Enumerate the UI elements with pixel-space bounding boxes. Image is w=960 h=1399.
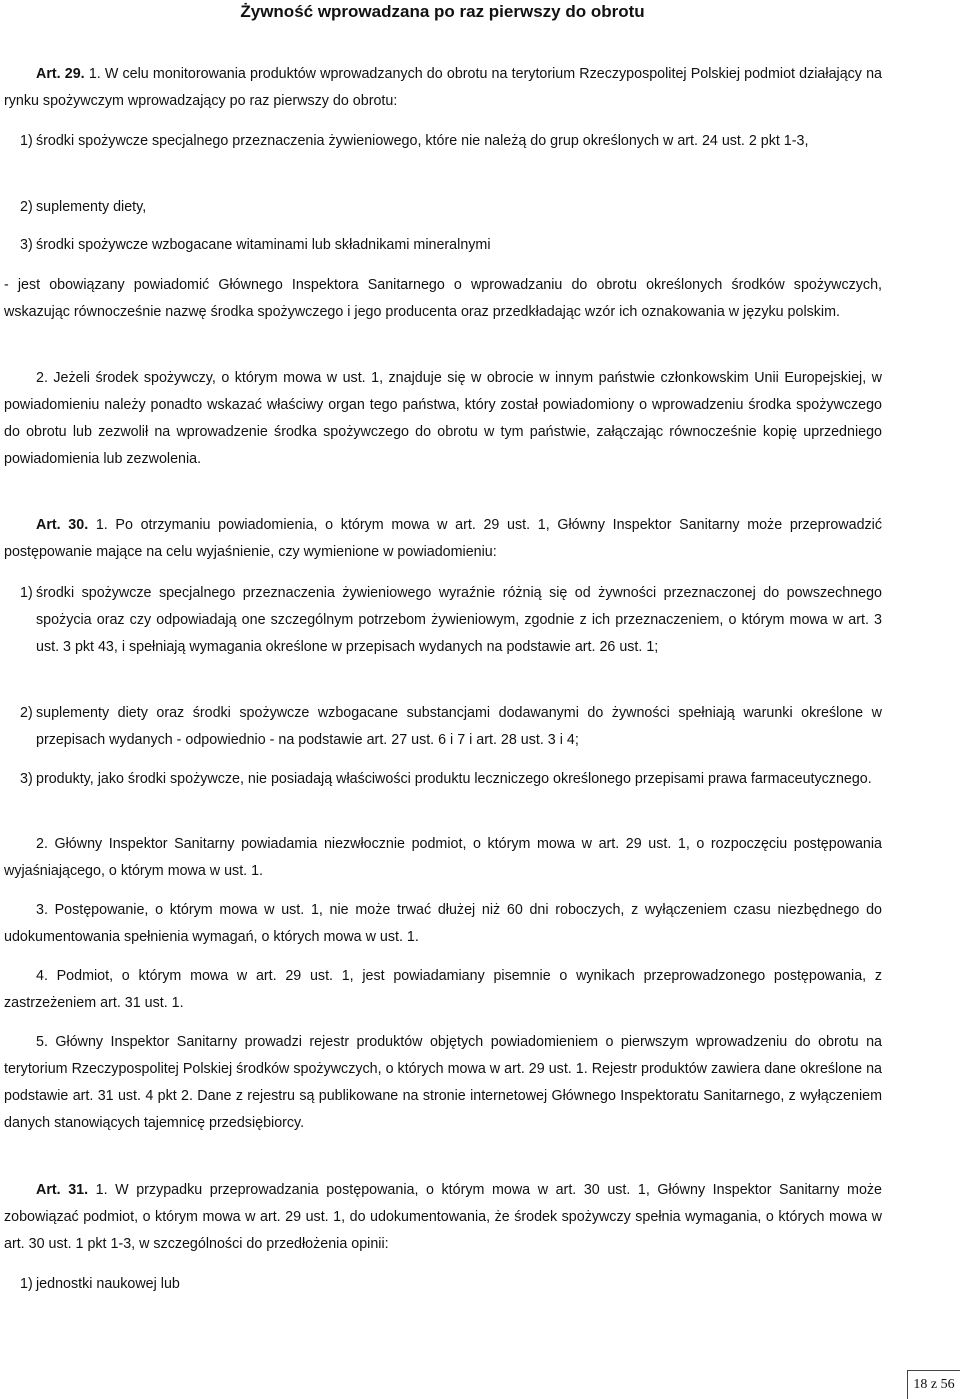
art30-item-1	[4, 580, 882, 661]
art30-item-2-text: suplementy diety oraz środki spożywcze wzbogacane substancjami dodawanymi do żywności spełniają warunki określone w przepisach wydanych - odpowiednio - na podstawie art. 27 ust. 6 i 7 i art. 28 ust. 3 i 4;	[36, 705, 882, 748]
art31-item-1	[4, 1271, 882, 1298]
art29-item-3-num: 3)	[20, 237, 33, 253]
art29-paragraph-2: 2. Jeżeli środek spożywczy, o którym mowa w ust. 1, znajduje się w obrocie w innym państwie członkowskim Unii Europejskiej, w powiadomieniu należy ponadto wskazać właściwy organ tego państwa, który został powiadomiony o wprowadzeniu środka spożywczego do obrotu lub zezwolił na wprowadzenie środka spożywczego do obrotu w tym państwie, załączając równocześnie kopię uprzedniego powiadomienia lub zezwolenia.	[4, 370, 882, 467]
art29-item-2-num: 2)	[20, 199, 33, 215]
art31-item-1-text: jednostki naukowej lub	[36, 1276, 180, 1292]
page-number: 18 z 56	[907, 1370, 960, 1399]
art31-item-1-num: 1)	[20, 1276, 33, 1292]
art29-item-3-text: środki spożywcze wzbogacane witaminami lub składnikami mineralnymi	[36, 237, 491, 253]
art30-paragraph-2: 2. Główny Inspektor Sanitarny powiadamia niezwłocznie podmiot, o którym mowa w art. 29 ust. 1, o rozpoczęciu postępowania wyjaśniającego, o którym mowa w ust. 1.	[4, 836, 882, 879]
art30-paragraph-5: 5. Główny Inspektor Sanitarny prowadzi rejestr produktów objętych powiadomieniem o pierwszym wprowadzeniu do obrotu na terytorium Rzeczypospolitej Polskiej środków spożywczych, o których mowa w art. 29 ust. 1. Rejestr produktów zawiera dane określone na podstawie art. 31 ust. 4 pkt 2. Dane z rejestru są publikowane na stronie internetowej Głównego Inspektoratu Sanitarnego, z wyłączeniem danych stanowiących tajemnicę przedsiębiorcy.	[4, 1034, 882, 1131]
art31-paragraph-1	[4, 1177, 882, 1258]
art31-heading: Art. 31.	[36, 1182, 89, 1198]
art29-item-1-text: środki spożywcze specjalnego przeznaczenia żywieniowego, które nie należą do grup określonych w art. 24 ust. 2 pkt 1-3,	[36, 133, 809, 149]
art30-p1-text: 1. Po otrzymaniu powiadomienia, o którym mowa w art. 29 ust. 1, Główny Inspektor Sanitarny może przeprowadzić postępowanie mające na celu wyjaśnienie, czy wymienione w powiadomieniu:	[4, 517, 883, 560]
art30-item-3-text: produkty, jako środki spożywcze, nie posiadają właściwości produktu leczniczego określonego przepisami prawa farmaceutycznego.	[36, 771, 872, 787]
art30-item-1-text: środki spożywcze specjalnego przeznaczenia żywieniowego wyraźnie różnią się od żywności przeznaczonej do powszechnego spożycia oraz czy odpowiadają one szczególnym potrzebom żywieniowym, zgodnie z ich przeznaczeniem, o którym mowa w art. 3 ust. 3 pkt 43, i spełniają wymagania określone w przepisach wydanych na podstawie art. 26 ust. 1;	[36, 585, 882, 655]
art29-tail: - jest obowiązany powiadomić Głównego Inspektora Sanitarnego o wprowadzaniu do obrotu określonych środków spożywczych, wskazując równocześnie nazwę środka spożywczego i jego producenta oraz przedkładając wzór ich oznakowania w języku polskim.	[4, 277, 882, 320]
art30-heading: Art. 30.	[36, 517, 89, 533]
art30-paragraph-3: 3. Postępowanie, o którym mowa w ust. 1, nie może trwać dłużej niż 60 dni roboczych, z wyłączeniem czasu niezbędnego do udokumentowania spełnienia wymagań, o których mowa w ust. 1.	[4, 902, 882, 945]
art30-paragraph-1	[4, 512, 882, 566]
art30-item-3-num: 3)	[20, 771, 33, 787]
art30-item-2-num: 2)	[20, 705, 33, 721]
section-title: Żywność wprowadzana po raz pierwszy do obrotu	[240, 2, 645, 21]
art29-item-1	[4, 128, 882, 155]
art29-heading: Art. 29.	[36, 66, 85, 82]
art30-item-3	[4, 766, 882, 793]
art29-item-3	[4, 232, 882, 259]
art29-item-1-num: 1)	[20, 133, 33, 149]
art30-paragraph-4: 4. Podmiot, o którym mowa w art. 29 ust. 1, jest powiadamiany pisemnie o wynikach przeprowadzonego postępowania, z zastrzeżeniem art. 31 ust. 1.	[4, 968, 882, 1011]
art29-item-2-text: suplementy diety,	[36, 199, 147, 215]
art29-paragraph-1	[4, 61, 882, 115]
art30-item-1-num: 1)	[20, 585, 33, 601]
art29-p1-text: 1. W celu monitorowania produktów wprowadzanych do obrotu na terytorium Rzeczypospolitej Polskiej podmiot działający na rynku spożywczym wprowadzający po raz pierwszy do obrotu:	[4, 66, 882, 109]
art29-item-2	[4, 194, 882, 221]
art31-p1-text: 1. W przypadku przeprowadzania postępowania, o którym mowa w art. 30 ust. 1, Główny Inspektor Sanitarny może zobowiązać podmiot, o którym mowa w art. 29 ust. 1, do udokumentowania, że środek spożywczy spełnia wymagania, o których mowa w art. 30 ust. 1 pkt 1-3, w szczególności do przedłożenia opinii:	[4, 1182, 882, 1252]
art30-item-2	[4, 700, 882, 754]
